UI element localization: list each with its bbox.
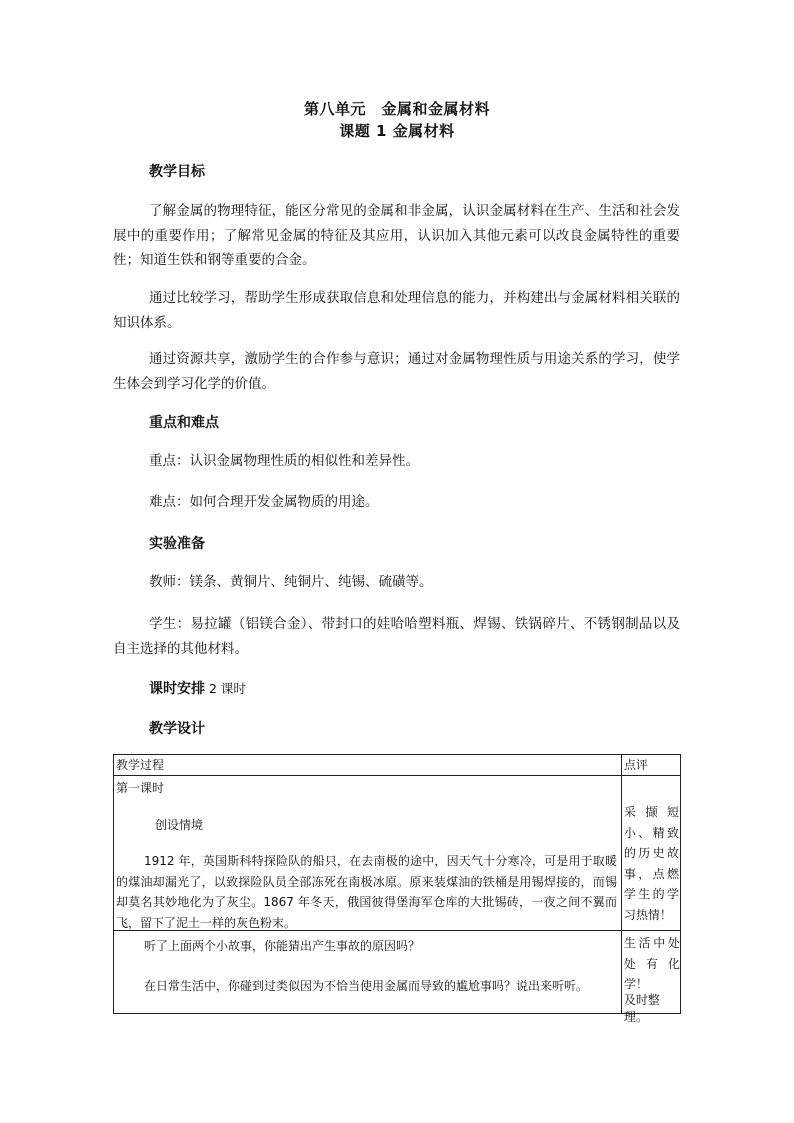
comment-2b: 及时整理。 bbox=[623, 993, 660, 1024]
story-text: 1912 年，英国斯科特探险队的船只，在去南极的途中，因天气十分寒冷，可是用于取暖的煤油却漏光了，以致探险队员全部冻死在南极冰原。原来装煤油的铁桶是用锡焊接的，而锡却莫名其妙地化为了灰尘。1867 年冬天，俄国彼得堡海军仓库的大批锡砖，一夜之间不翼而飞，留下了泥土一样的灰色粉末。 bbox=[116, 854, 617, 930]
teaching-design-table bbox=[113, 754, 681, 1024]
difficulty-text: 难点：如何合理开发金属物质的用途。 bbox=[149, 494, 379, 510]
lesson-title: 课题 1 金属材料 bbox=[339, 122, 455, 140]
table-header-row bbox=[114, 755, 681, 776]
process-cell-1 bbox=[114, 776, 622, 931]
lesson-label: 第一课时 bbox=[116, 781, 165, 795]
design-heading: 教学设计 bbox=[149, 721, 205, 737]
header-process: 教学过程 bbox=[114, 755, 622, 776]
objective-paragraph-3: 通过资源共享，激励学生的合作参与意识；通过对金属物理性质与用途关系的学习，使学生体会到学习化学的价值。 bbox=[113, 351, 680, 392]
comment-cell-1: 采撷短小、精致的历史故事，点燃学生的学习热情！ bbox=[621, 776, 680, 931]
teacher-preparation: 教师：镁条、黄铜片、纯铜片、纯锡、硫磺等。 bbox=[149, 574, 433, 590]
comment-cell-2 bbox=[621, 931, 680, 1024]
schedule-label: 课时安排 bbox=[149, 681, 205, 697]
scene-label: 创设情境 bbox=[155, 818, 204, 832]
question-1: 听了上面两个小故事，你能猜出产生事故的原因吗？ bbox=[144, 939, 421, 953]
objective-paragraph-1: 了解金属的物理特征，能区分常见的金属和非金属，认识金属材料在生产、生活和社会发展中的重要作用；了解常见金属的特征及其应用，认识加入其他元素可以改良金属特性的重要性；知道生铁和钢等重要的合金。 bbox=[113, 203, 680, 268]
header-comment: 点评 bbox=[621, 755, 680, 776]
objective-paragraph-2: 通过比较学习，帮助学生形成获取信息和处理信息的能力，并构建出与金属材料相关联的知识体系。 bbox=[113, 290, 680, 331]
schedule-value: 2 课时 bbox=[209, 681, 246, 696]
objectives-heading: 教学目标 bbox=[149, 164, 205, 180]
table-row bbox=[114, 776, 681, 931]
key-point-text: 重点：认识金属物理性质的相似性和差异性。 bbox=[149, 453, 419, 469]
question-2: 在日常生活中，你碰到过类似因为不恰当使用金属而导致的尴尬事吗？说出来听听。 bbox=[144, 979, 589, 993]
unit-title: 第八单元 金属和金属材料 bbox=[303, 100, 490, 118]
comment-2a: 生活中处处有化学！ bbox=[623, 936, 680, 991]
process-cell-2 bbox=[114, 931, 622, 1014]
key-points-heading: 重点和难点 bbox=[149, 415, 219, 431]
schedule-line bbox=[149, 678, 246, 698]
table-row bbox=[114, 931, 681, 1014]
preparation-heading: 实验准备 bbox=[149, 536, 205, 552]
student-preparation: 学生：易拉罐（铝镁合金）、带封口的娃哈哈塑料瓶、焊锡、铁锅碎片、不锈钢制品以及自主选择的其他材料。 bbox=[113, 616, 680, 657]
